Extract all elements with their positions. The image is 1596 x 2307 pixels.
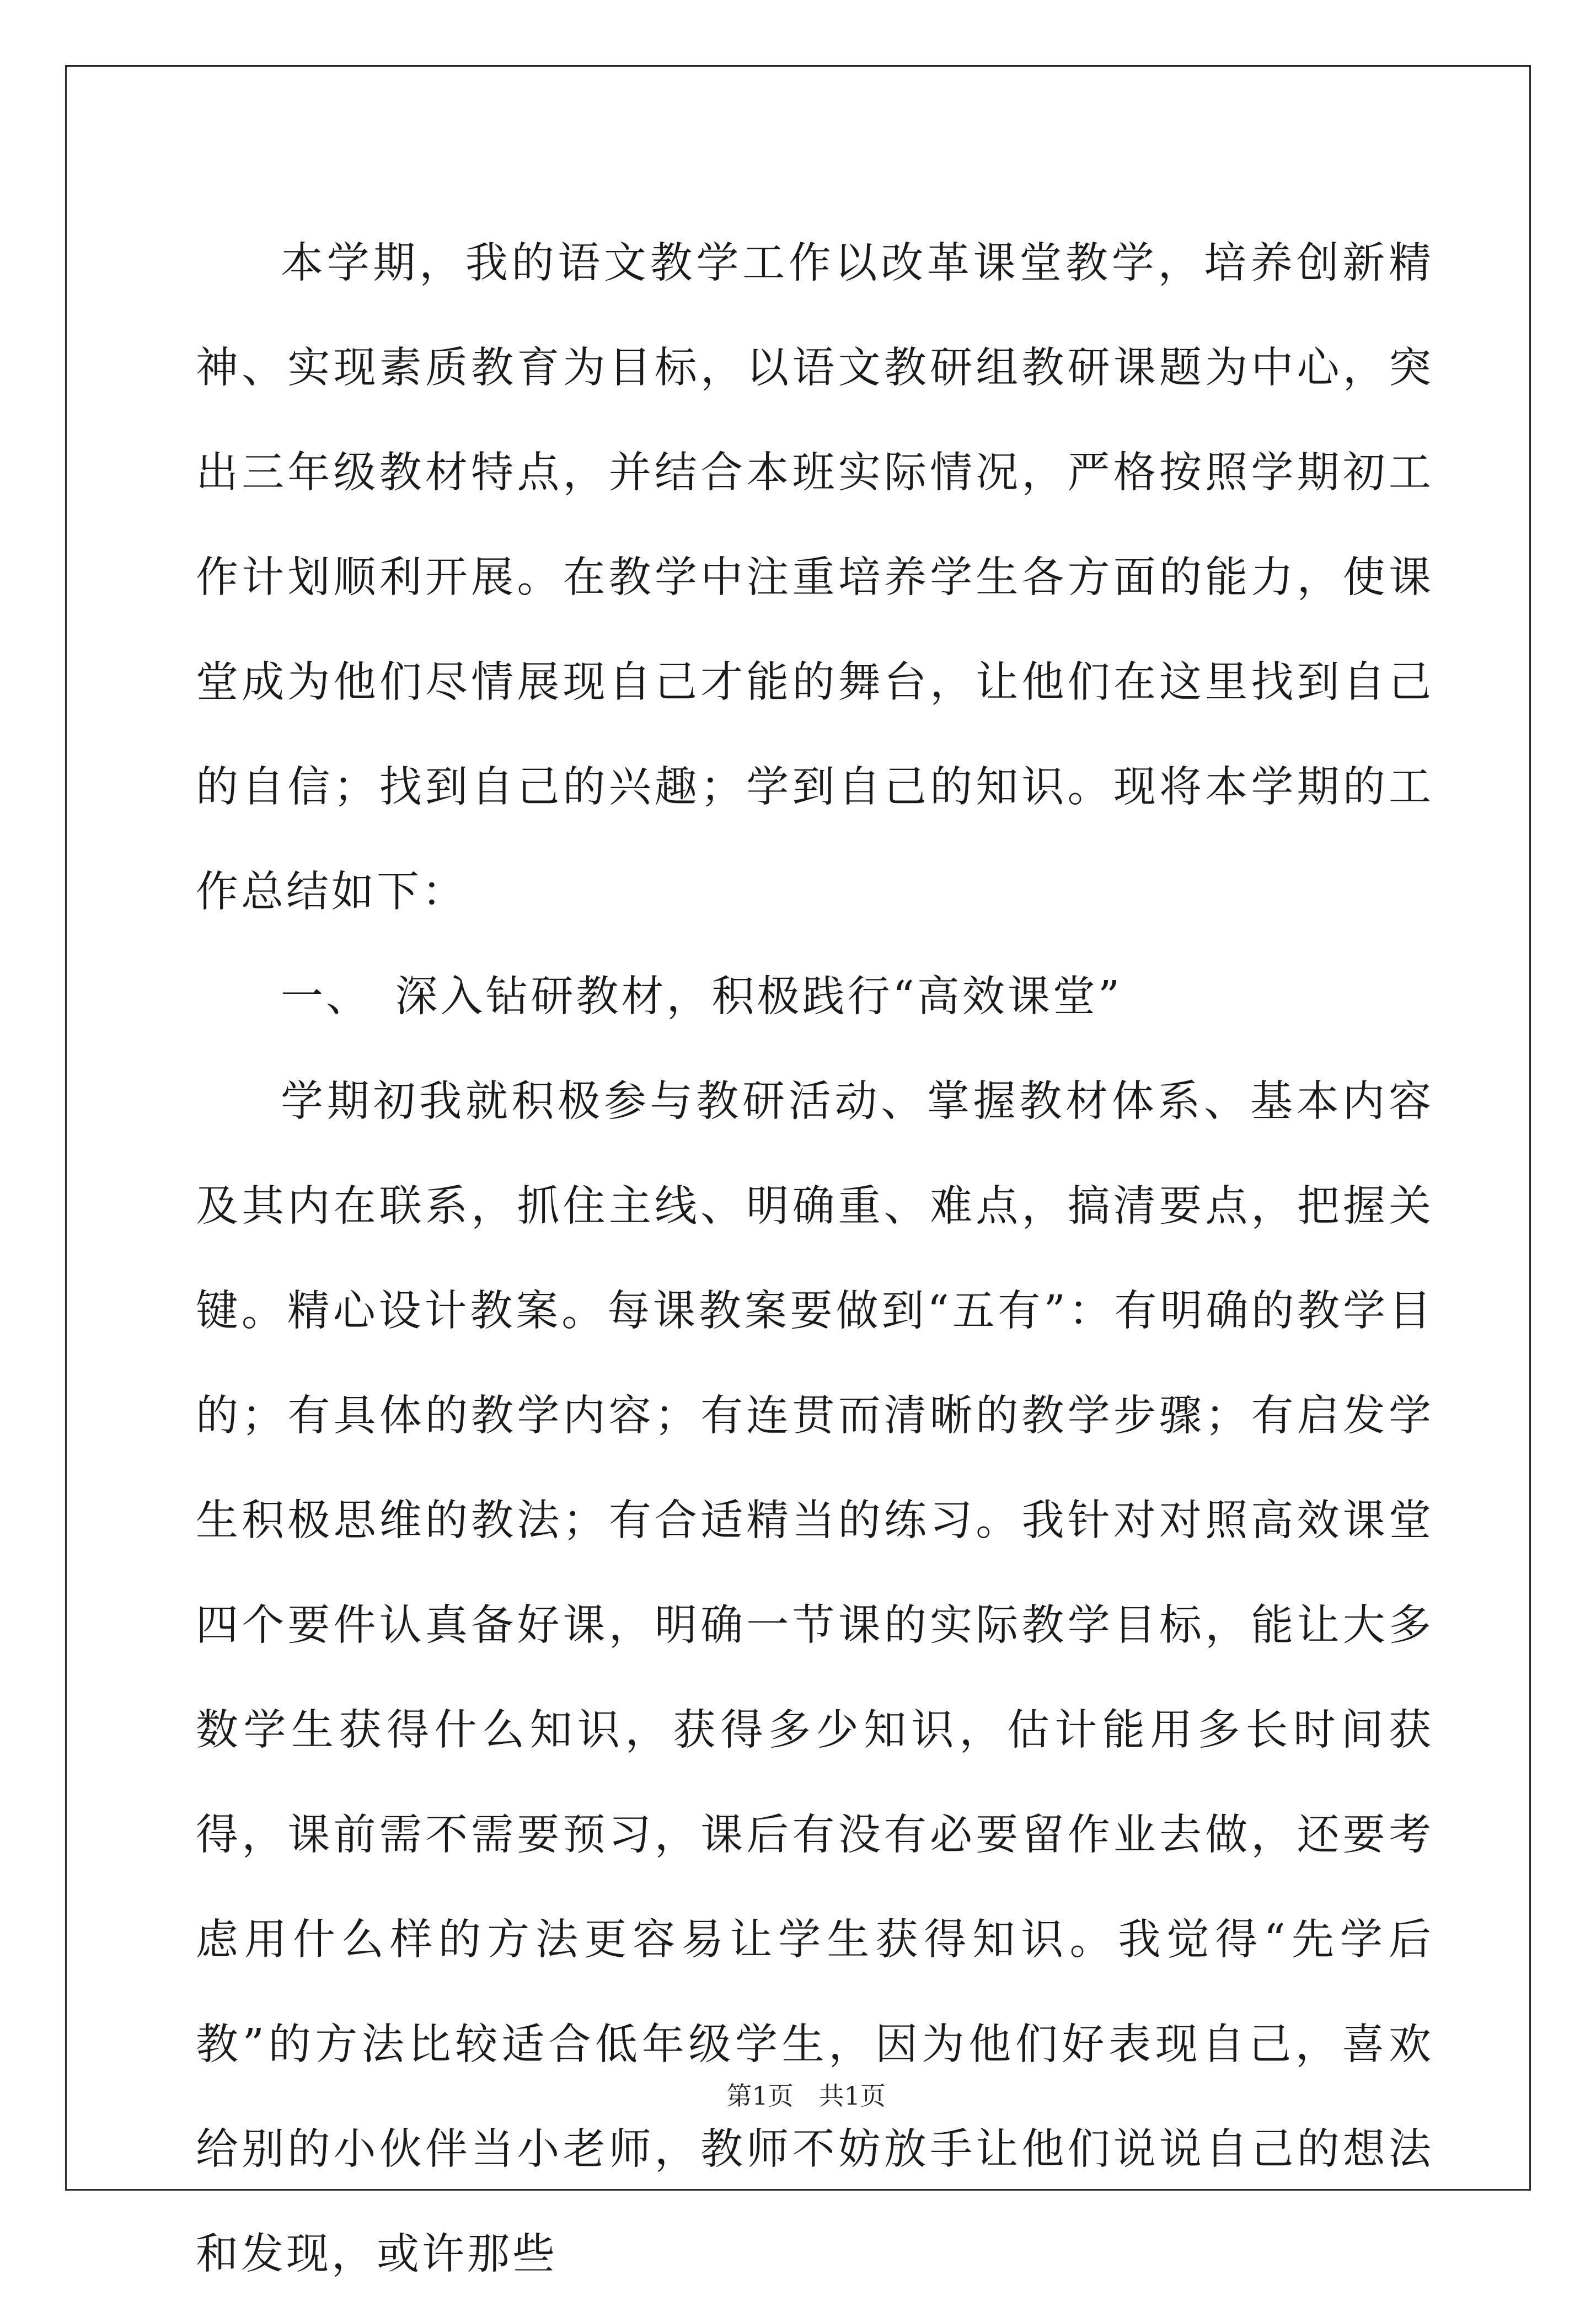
page-number-label: 第1页 共1页 [726,2081,886,2111]
section-heading-1: 一、 深入钻研教材，积极践行“高效课堂” [281,972,1123,1021]
document-body [196,211,1434,2307]
paragraph-section-1: 学期初我就积极参与教研活动、掌握教材体系、基本内容及其内在联系，抓住主线、明确重、难点，搞清要点，把握关键。精心设计教案。每课教案要做到“五有”：有明确的教学目的；有具体的教学内容；有连贯而清晰的教学步骤；有启发学生积极思维的教法；有合适精当的练习。我针对对照高效课堂四个要件认真备好课，明确一节课的实际教学目标，能让大多数学生获得什么知识，获得多少知识，估计能用多长时间获得，课前需不需要预习，课后有没有必要留作业去做，还要考虑用什么样的方法更容易让学生获得知识。我觉得“先学后教”的方法比较适合低年级学生，因为他们好表现自己，喜欢给别的小伙伴当小老师，教师不妨放手让他们说说自己的想法和发现，或许那些 [196,1077,1434,2279]
page-footer [0,2046,1596,2112]
paragraph-intro: 本学期，我的语文教学工作以改革课堂教学，培养创新精神、实现素质教育为目标，以语文教研组教研课题为中心，突出三年级教材特点，并结合本班实际情况，严格按照学期初工作计划顺利开展。在教学中注重培养学生各方面的能力，使课堂成为他们尽情展现自己才能的舞台，让他们在这里找到自己的自信；找到自己的兴趣；学到自己的知识。现将本学期的工作总结如下： [196,239,1434,917]
